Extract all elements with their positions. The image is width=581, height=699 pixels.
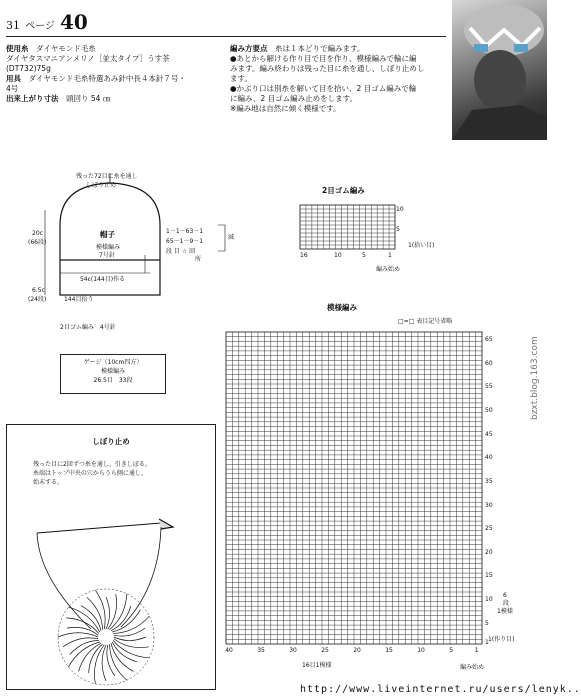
gather-strand xyxy=(114,637,146,641)
pattern-col-label: 40 xyxy=(225,647,233,654)
pattern-row-label: 15 xyxy=(485,572,493,580)
pattern-row-label: 20 xyxy=(485,548,493,556)
pattern-row-label: 45 xyxy=(485,430,493,438)
method-line: ます。 xyxy=(230,74,252,83)
hat-pickup: 144目拾う xyxy=(64,296,94,303)
method-line: に編み、2 目ゴム編み止めをします。 xyxy=(230,94,358,103)
method-block xyxy=(230,44,452,114)
rib-start: 編み始め xyxy=(376,266,401,273)
watermark: bzxt.blog.163.com xyxy=(530,336,540,420)
hat-circumference: 54c(144目)作る xyxy=(80,276,126,283)
pattern-legend: □=□ 表目記号省略 xyxy=(398,318,453,325)
method-note: 糸は１本どりで編みます。 xyxy=(275,44,365,53)
footer-url: http://www.liveinternet.ru/users/lenyk.. xyxy=(300,684,581,695)
page-prefix: 31 xyxy=(6,19,20,32)
pattern-cast-on: 1(作り目) xyxy=(488,636,515,643)
tool-value: ダイヤモンド毛糸特選あみ針中長４本針７号・ xyxy=(28,74,186,83)
gauge-pattern: 模様編み xyxy=(100,368,125,375)
decrease-rule3: 段 目 ☆ 回 xyxy=(166,248,196,255)
gather-strand xyxy=(113,616,149,633)
finish-title: しぼり止め xyxy=(92,437,130,446)
hat-rib-rows: (24段) xyxy=(28,296,47,303)
hat-diagram xyxy=(0,165,250,340)
pattern-col-repeat: 16目1模様 xyxy=(302,662,332,669)
repeat-rows: 段 xyxy=(503,600,510,607)
decrease-rule3b: 所 xyxy=(195,256,202,263)
method-line: みます。編み終わりは残った目に糸を通し、しぼり止めし xyxy=(230,64,425,73)
gather-strand xyxy=(109,594,126,630)
yarn-line2: ダイヤタスマニアンメリノ［並太タイプ］うす茶 xyxy=(6,54,170,63)
rib-col-16: 16 xyxy=(300,252,308,259)
pattern-col-label: 25 xyxy=(321,647,329,654)
gather-strand xyxy=(111,643,133,671)
pattern-row-label: 10 xyxy=(485,596,493,604)
gather-strand xyxy=(107,645,115,676)
pattern-start: 編み始め xyxy=(460,664,485,671)
method-line: ※編み地は自然に傾く模様です。 xyxy=(230,104,341,113)
pattern-row-label: 35 xyxy=(485,477,493,485)
gather-strand xyxy=(102,645,106,681)
hat-top-note2: しぼり止め xyxy=(86,182,117,189)
rib-chart-grid xyxy=(300,205,395,249)
method-title: 編み方要点 xyxy=(230,44,268,53)
model-photo xyxy=(452,0,547,140)
hat-rib-height: 6.5c xyxy=(32,287,45,294)
model-photo-image xyxy=(452,0,547,140)
pattern-chart-grid xyxy=(226,332,482,644)
hat-title: 帽子 xyxy=(100,230,115,239)
decrease-label: 減 xyxy=(228,234,235,241)
pattern-row-label: 55 xyxy=(485,383,493,391)
finish-line1: 残った目に2回ずつ糸を通し、引きしぼる。 xyxy=(33,461,151,468)
gather-illustration xyxy=(11,509,211,679)
pattern-row-label: 1 xyxy=(485,638,489,646)
pattern-col-label: 1 xyxy=(474,647,479,654)
yarn-line3: (DT732)75g xyxy=(6,64,51,73)
decrease-rule1: 1－1－63－1 xyxy=(166,228,204,235)
rib-row-5: 5 xyxy=(396,226,400,233)
gather-strand xyxy=(89,644,103,673)
pattern-col-label: 15 xyxy=(385,647,393,654)
rib-col-1: 1 xyxy=(388,252,392,259)
pattern-row-label: 60 xyxy=(485,359,493,367)
repeat-pattern: 1模様 xyxy=(497,608,513,615)
hat-height-main-rows: (66段) xyxy=(28,239,47,246)
hat-rib-label: 2目ゴム編み 4号針 xyxy=(60,324,116,331)
rib-row-10: 10 xyxy=(396,206,404,213)
size-value: 頭回り 54 ㎝ xyxy=(66,94,111,103)
pattern-chart-title: 模様編み xyxy=(327,303,357,312)
gauge-box xyxy=(60,354,166,394)
page-number: 40 xyxy=(60,10,88,34)
pattern-row-label: 50 xyxy=(485,407,493,414)
page-label: ページ xyxy=(25,21,55,32)
pattern-col-label: 30 xyxy=(289,647,297,654)
pattern-col-label: 20 xyxy=(353,647,361,654)
header-rule xyxy=(6,36,446,37)
hat-needle: 7号針 xyxy=(99,252,115,259)
pattern-row-label: 25 xyxy=(485,525,493,533)
repeat-6: 6 xyxy=(503,592,507,599)
method-line: ●あとから解ける作り目で目を作り、模様編みで輪に編 xyxy=(230,54,417,63)
pattern-col-label: 35 xyxy=(257,647,265,654)
size-label: 出来上がり寸法 xyxy=(6,94,59,103)
gather-strand xyxy=(58,633,98,637)
pattern-col-label: 10 xyxy=(417,647,425,654)
gather-strand xyxy=(109,644,126,680)
yarn-label: 使用糸 xyxy=(6,44,29,53)
rib-chart-title: 2目ゴム編み xyxy=(322,186,365,195)
gather-strand xyxy=(81,606,101,631)
pattern-row-label: 40 xyxy=(485,454,493,462)
gather-strand xyxy=(114,628,145,636)
finish-box xyxy=(6,424,216,690)
tool-line2: 4号 xyxy=(6,84,19,93)
finish-line3: 始末する。 xyxy=(33,479,64,486)
page-header xyxy=(6,10,88,34)
gauge-values: 26.5目 33段 xyxy=(93,377,133,384)
pattern-row-label: 5 xyxy=(485,619,489,627)
tool-label: 用具 xyxy=(6,74,21,83)
gauge-title: ゲージ（10cm四方） xyxy=(83,359,143,366)
materials-block xyxy=(6,44,221,104)
hat-pattern: 模様編み xyxy=(96,244,121,251)
pattern-row-label: 65 xyxy=(485,336,493,344)
rib-col-5: 5 xyxy=(362,252,366,259)
yarn-value: ダイヤモンド毛糸 xyxy=(36,44,96,53)
finish-line2: 糸端はトップ中央の穴からうら側に通し、 xyxy=(33,470,147,477)
hat-height-main: 20c xyxy=(32,230,43,237)
rib-col-10: 10 xyxy=(334,252,342,259)
gather-strand xyxy=(68,642,99,667)
method-line: ●かぶり口は別糸を解いて目を拾い、2 目ゴム編みで輪 xyxy=(230,84,417,93)
hat-top-note1: 残った72目に糸を通し xyxy=(76,173,138,180)
pattern-col-label: 5 xyxy=(449,647,454,654)
gather-strand xyxy=(106,597,110,629)
rib-row-1: 1(拾い目) xyxy=(408,242,435,249)
decrease-rule2: 65－1－9－1 xyxy=(166,238,204,245)
gather-strand xyxy=(113,640,149,657)
pattern-row-label: 30 xyxy=(485,501,493,509)
